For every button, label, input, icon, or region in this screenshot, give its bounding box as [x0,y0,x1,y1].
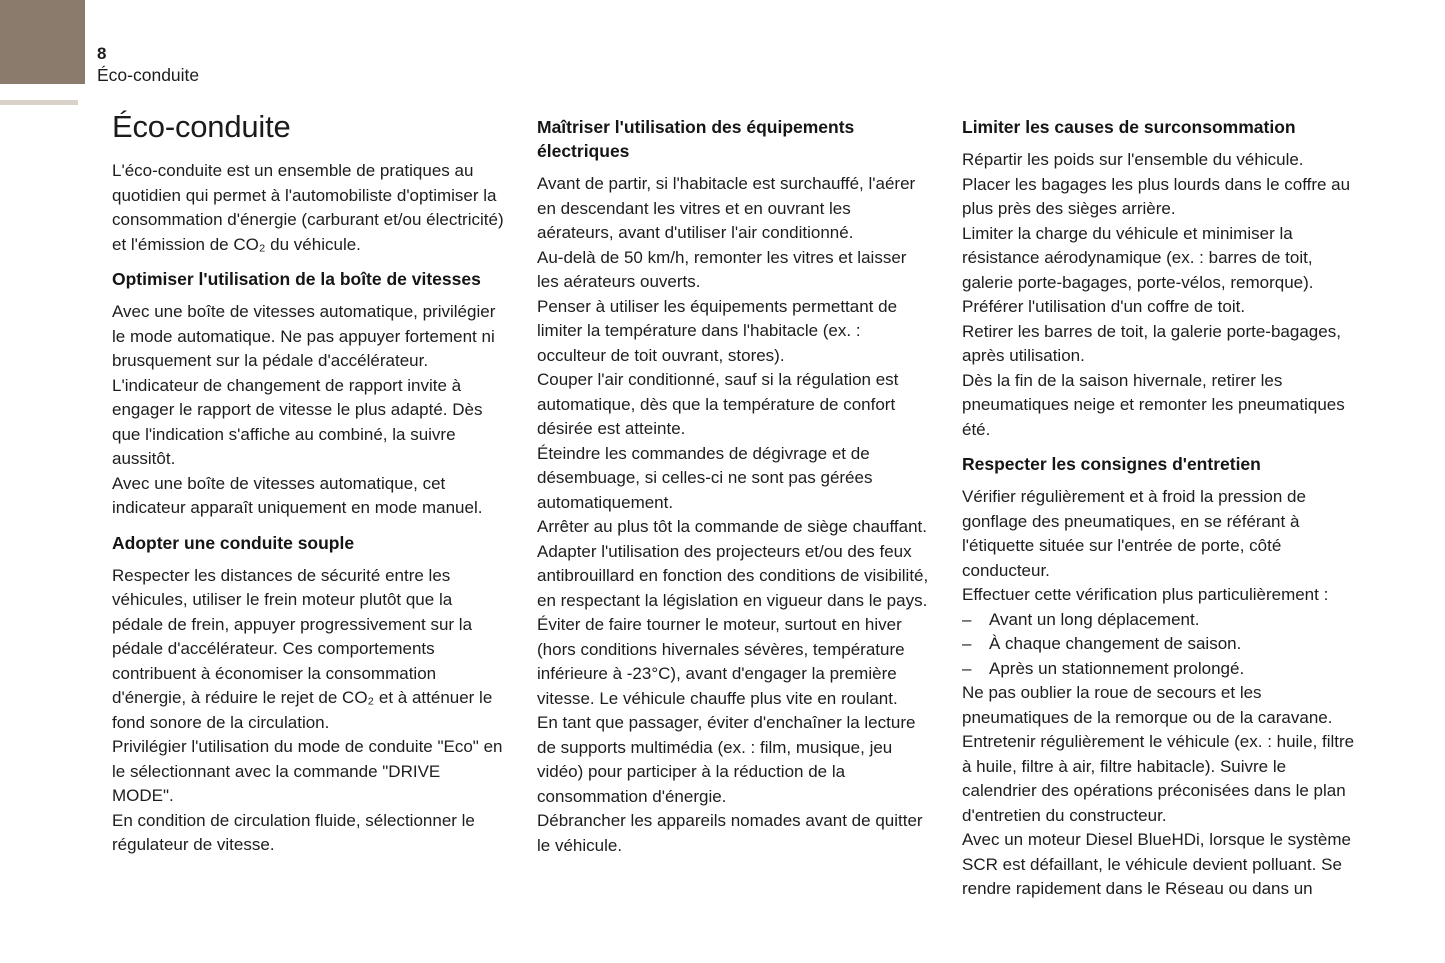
column-3 [962,108,1360,902]
column-1 [112,108,505,902]
paragraph: Dès la fin de la saison hivernale, retirer les pneumatiques neige et remonter les pneumatiques été. [962,370,1345,439]
bullet-dash: – [962,609,972,629]
paragraph: Au-delà de 50 km/h, remonter les vitres et laisser les aérateurs ouverts. [537,247,907,291]
heading-electrical-equipment: Maîtriser l'utilisation des équipements électriques [537,117,855,161]
column-2 [537,108,930,902]
list-item [962,632,1360,657]
running-header [97,44,199,87]
list-item-text: À chaque changement de saison. [989,634,1242,653]
paragraph: En tant que passager, éviter d'enchaîner la lecture de supports multimédia (ex. : film, musique, jeu vidéo) pour participer à la réduction de la consommation d'énergie. [537,713,916,806]
paragraph: Avec une boîte de vitesses automatique, cet indicateur apparaît uniquement en mode manuel. [112,473,483,517]
paragraph: Privilégier l'utilisation du mode de conduite "Eco" en le sélectionnant avec la commande "DRIVE MODE". [112,737,503,805]
heading-gearbox-usage: Optimiser l'utilisation de la boîte de vitesses [112,269,481,289]
paragraph: Limiter la charge du véhicule et minimiser la résistance aérodynamique (ex. : barres de toit, galerie porte-bagages, porte-vélos, remorque). [962,223,1314,292]
content-columns [112,108,1362,902]
paragraph: Entretenir régulièrement le véhicule (ex. : huile, filtre à huile, filtre à air, filtre habitacle). Suivre le calendrier des opérations préconisées dans le plan d'entretien du constructeur. [962,732,1355,825]
paragraph: Éteindre les commandes de dégivrage et de désembuage, si celles-ci ne sont pas gérées automatiquement. [537,443,873,512]
paragraph-intro: L'éco-conduite est un ensemble de pratiques au quotidien qui permet à l'automobiliste d'optimiser la consommation d'énergie (carburant et/ou électricité) et l'émission de CO₂ du véhicule. [112,161,504,254]
paragraph: Effectuer cette vérification plus particulièrement : [962,585,1329,604]
paragraph: Placer les bagages les plus lourds dans le coffre au plus près des sièges arrière. [962,174,1351,218]
page-number: 8 [97,44,107,63]
section-label: Éco-conduite [97,65,200,85]
bullet-dash: – [962,658,972,678]
paragraph: Arrêter au plus tôt la commande de siège chauffant. [537,517,927,536]
paragraph: En condition de circulation fluide, sélectionner le régulateur de vitesse. [112,810,475,854]
paragraph: Préférer l'utilisation d'un coffre de toit. [962,297,1246,316]
list-item-text: Après un stationnement prolongé. [989,658,1245,678]
page-title: Éco-conduite [112,109,291,144]
paragraph: Avec une boîte de vitesses automatique, privilégier le mode automatique. Ne pas appuyer fortement ni brusquement sur la pédale d'accélérateur. [112,302,496,370]
paragraph: Éviter de faire tourner le moteur, surtout en hiver (hors conditions hivernales sévères, température inférieure à -23°C), avant d'engager la première vitesse. Le véhicule chauffe plus vite en roulant. [537,615,905,708]
paragraph: Ne pas oublier la roue de secours et les pneumatiques de la remorque ou de la caravane. [962,683,1333,727]
list-item [962,608,1360,633]
paragraph: Respecter les distances de sécurité entre les véhicules, utiliser le frein moteur plutôt que la pédale de frein, appuyer progressivement sur la pédale d'accélérateur. Ces comportements contribuent à économiser la consommation d'énergie, à réduire le rejet de CO₂ et à atténuer le fond sonore de la circulation. [112,565,493,732]
list-item [962,657,1360,682]
paragraph: Adapter l'utilisation des projecteurs et/ou des feux antibrouillard en fonction des conditions de visibilité, en respectant la législation en vigueur dans le pays. [537,541,929,610]
paragraph: Penser à utiliser les équipements permettant de limiter la température dans l'habitacle (ex. : occulteur de toit ouvrant, stores). [537,296,898,365]
paragraph: Débrancher les appareils nomades avant de quitter le véhicule. [537,811,923,855]
paragraph: Avec un moteur Diesel BlueHDi, lorsque le système SCR est défaillant, le véhicule devient polluant. Se rendre rapidement dans le Réseau ou dans un [962,830,1351,898]
heading-smooth-driving: Adopter une conduite souple [112,532,355,553]
paragraph: Avant de partir, si l'habitacle est surchauffé, l'aérer en descendant les vitres et en ouvrant les aérateurs, avant d'utiliser l'air conditionné. [537,174,916,242]
paragraph: L'indicateur de changement de rapport invite à engager le rapport de vitesse le plus adapté. Dès que l'indication s'affiche au combiné, la suivre aussitôt. [112,375,483,468]
heading-overconsumption: Limiter les causes de surconsommation [962,117,1296,137]
paragraph: Vérifier régulièrement et à froid la pression de gonflage des pneumatiques, en se référant à l'étiquette située sur l'entrée de porte, côté conducteur. [962,487,1306,580]
paragraph: Répartir les poids sur l'ensemble du véhicule. [962,150,1304,169]
bullet-dash: – [962,634,972,653]
list-item-text: Avant un long déplacement. [989,609,1200,629]
section-color-tab [0,0,85,84]
heading-maintenance: Respecter les consignes d'entretien [962,454,1261,474]
paragraph: Couper l'air conditionné, sauf si la régulation est automatique, dès que la température de confort désirée est atteinte. [537,370,899,438]
paragraph: Retirer les barres de toit, la galerie porte-bagages, après utilisation. [962,321,1341,365]
section-tab-underline [0,100,78,105]
